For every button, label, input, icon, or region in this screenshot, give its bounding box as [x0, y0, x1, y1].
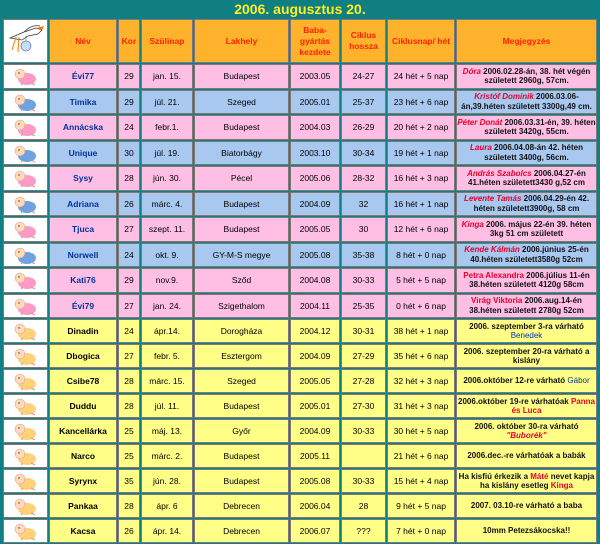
- row-name: Sysy: [49, 166, 117, 191]
- row-residence: Győr: [194, 419, 289, 443]
- header-age: Kor: [118, 19, 140, 63]
- row-cycle-day: 32 hét + 3 nap: [387, 369, 455, 393]
- row-age: 35: [118, 469, 140, 493]
- note-segment: Kinga: [550, 481, 573, 490]
- note-segment: 2006. október 30-ra várható: [474, 421, 579, 431]
- row-start: 2005.01: [290, 90, 340, 115]
- baby-icon: [3, 64, 48, 89]
- table-row: [3, 469, 597, 493]
- row-start: 2003.05: [290, 64, 340, 89]
- row-cycle-length: 32: [341, 192, 386, 217]
- row-start: 2005.11: [290, 444, 340, 468]
- row-cycle-length: 27-28: [341, 369, 386, 393]
- row-birthday: júl. 11.: [141, 394, 193, 418]
- header-birthday: Szülinap: [141, 19, 193, 63]
- row-age: 30: [118, 141, 140, 166]
- note-segment: Levente Tamás: [463, 194, 522, 204]
- row-name: Norwell: [49, 243, 117, 268]
- row-note: [456, 394, 597, 418]
- note-segment: "Buborék": [506, 431, 547, 440]
- note-segment: 2006. szeptember 20-ra várható a kislány: [463, 346, 590, 365]
- row-birthday: márc. 15.: [141, 369, 193, 393]
- baby-icon: [3, 369, 48, 393]
- row-cycle-length: 30-34: [341, 141, 386, 166]
- table-row: [3, 519, 597, 543]
- note-segment: Kinga: [461, 219, 484, 229]
- row-name: Dbogica: [49, 344, 117, 368]
- row-birthday: máj. 13.: [141, 419, 193, 443]
- row-cycle-length: 30-33: [341, 419, 386, 443]
- row-start: 2004.03: [290, 115, 340, 140]
- row-start: 2004.09: [290, 192, 340, 217]
- row-cycle-length: 25-35: [341, 294, 386, 319]
- note-segment: 10mm Petezsákocska!!: [482, 526, 571, 536]
- baby-icon: [3, 115, 48, 140]
- row-note: [456, 444, 597, 468]
- note-segment: 2006.október 19-re várhatóak: [458, 396, 571, 406]
- row-note: [456, 141, 597, 166]
- note-segment: Virág Viktoria: [471, 296, 523, 306]
- row-note: [456, 268, 597, 293]
- row-cycle-day: 5 hét + 5 nap: [387, 268, 455, 293]
- baby-icon: [3, 469, 48, 493]
- row-residence: Budapest: [194, 192, 289, 217]
- row-birthday: nov.9.: [141, 268, 193, 293]
- baby-icon: [3, 394, 48, 418]
- note-segment: Gábor: [567, 376, 590, 386]
- row-age: 28: [118, 369, 140, 393]
- row-cycle-day: 16 hét + 3 nap: [387, 166, 455, 191]
- row-cycle-length: 25-37: [341, 90, 386, 115]
- row-cycle-length: 27-29: [341, 344, 386, 368]
- row-start: 2004.11: [290, 294, 340, 319]
- row-cycle-day: 0 hét + 6 nap: [387, 294, 455, 319]
- row-birthday: jún. 28.: [141, 469, 193, 493]
- row-residence: Szeged: [194, 369, 289, 393]
- members-table: [2, 18, 598, 544]
- baby-icon: [3, 519, 48, 543]
- note-segment: Kristóf Dominik: [474, 92, 534, 102]
- row-age: 27: [118, 217, 140, 242]
- row-name: Pankaa: [49, 494, 117, 518]
- note-segment: Benedek: [510, 331, 543, 340]
- row-name: Narco: [49, 444, 117, 468]
- row-age: 29: [118, 268, 140, 293]
- row-cycle-length: ???: [341, 519, 386, 543]
- row-name: Évi79: [49, 294, 117, 319]
- row-start: 2004.09: [290, 344, 340, 368]
- note-segment: Laura: [470, 143, 492, 153]
- row-start: 2003.10: [290, 141, 340, 166]
- baby-icon: [3, 444, 48, 468]
- note-segment: Máté: [530, 471, 549, 481]
- row-cycle-length: 28: [341, 494, 386, 518]
- row-start: 2004.12: [290, 319, 340, 343]
- row-start: 2005.05: [290, 369, 340, 393]
- table-row: [3, 344, 597, 368]
- table-row: [3, 294, 597, 319]
- row-birthday: febr. 5.: [141, 344, 193, 368]
- row-birthday: jan. 24.: [141, 294, 193, 319]
- row-note: [456, 519, 597, 543]
- note-segment: Panna és Luca: [511, 396, 595, 415]
- row-age: 24: [118, 243, 140, 268]
- row-cycle-day: 16 hét + 1 nap: [387, 192, 455, 217]
- note-segment: 2006. május 22-én 39. héten 3kg 51 cm született: [483, 219, 592, 239]
- row-residence: Sződ: [194, 268, 289, 293]
- row-cycle-length: 24-27: [341, 64, 386, 89]
- row-note: [456, 64, 597, 89]
- row-age: 26: [118, 519, 140, 543]
- row-start: 2005.08: [290, 469, 340, 493]
- header-residence: Lakhely: [194, 19, 289, 63]
- row-start: 2004.09: [290, 419, 340, 443]
- row-residence: Szeged: [194, 90, 289, 115]
- row-note: [456, 166, 597, 191]
- row-cycle-length: 30-33: [341, 469, 386, 493]
- note-segment: Péter Donát: [457, 117, 503, 127]
- baby-icon: [3, 294, 48, 319]
- row-birthday: okt. 9.: [141, 243, 193, 268]
- row-age: 28: [118, 166, 140, 191]
- header-start: Baba-gyártás kezdete: [290, 19, 340, 63]
- header-row: [3, 19, 597, 63]
- row-start: 2006.07: [290, 519, 340, 543]
- header-cycle-day: Ciklusnap/ hét: [387, 19, 455, 63]
- row-age: 25: [118, 419, 140, 443]
- row-age: 29: [118, 64, 140, 89]
- row-residence: Budapest: [194, 115, 289, 140]
- row-birthday: jún. 30.: [141, 166, 193, 191]
- row-residence: Szigethalom: [194, 294, 289, 319]
- note-segment: 2006.aug.14-én 38.héten született 2780g 52cm: [469, 296, 584, 315]
- row-cycle-length: 28-32: [341, 166, 386, 191]
- row-residence: Budapest: [194, 394, 289, 418]
- table-row: [3, 369, 597, 393]
- header-name: Név: [49, 19, 117, 63]
- row-residence: Budapest: [194, 469, 289, 493]
- table-row: [3, 394, 597, 418]
- table-row: [3, 141, 597, 166]
- row-note: [456, 90, 597, 115]
- row-birthday: ápr. 14.: [141, 519, 193, 543]
- row-note: [456, 344, 597, 368]
- row-name: Kati76: [49, 268, 117, 293]
- row-note: [456, 217, 597, 242]
- row-note: [456, 494, 597, 518]
- row-cycle-day: 9 hét + 5 nap: [387, 494, 455, 518]
- row-cycle-day: 19 hét + 1 nap: [387, 141, 455, 166]
- baby-icon: [3, 192, 48, 217]
- table-row: [3, 90, 597, 115]
- note-segment: Ha kisfiú érkezik a: [458, 471, 531, 481]
- note-segment: 2006.03.31-én, 39. héten született 3420g, 55cm.: [484, 117, 596, 137]
- row-note: [456, 294, 597, 319]
- row-cycle-day: 12 hét + 6 nap: [387, 217, 455, 242]
- note-segment: 2006.04.08-án 42. héten született 3400g, 56cm.: [484, 143, 583, 162]
- row-cycle-length: [341, 444, 386, 468]
- row-cycle-length: 26-29: [341, 115, 386, 140]
- row-note: [456, 419, 597, 443]
- table-row: [3, 64, 597, 89]
- table-row: [3, 444, 597, 468]
- row-note: [456, 469, 597, 493]
- row-residence: Budapest: [194, 64, 289, 89]
- row-age: 29: [118, 90, 140, 115]
- row-note: [456, 319, 597, 343]
- row-cycle-length: 30: [341, 217, 386, 242]
- baby-icon: [3, 419, 48, 443]
- row-name: Adriana: [49, 192, 117, 217]
- row-start: 2005.08: [290, 243, 340, 268]
- note-segment: Kende Kálmán: [464, 245, 520, 255]
- baby-icon: [3, 217, 48, 242]
- baby-icon: [3, 243, 48, 268]
- row-birthday: szept. 11.: [141, 217, 193, 242]
- row-cycle-day: 24 hét + 5 nap: [387, 64, 455, 89]
- row-age: 28: [118, 494, 140, 518]
- row-birthday: jan. 15.: [141, 64, 193, 89]
- table-row: [3, 319, 597, 343]
- row-residence: Dorogháza: [194, 319, 289, 343]
- row-note: [456, 115, 597, 140]
- note-segment: 2006.04.29-én 42. héten született3900g, 58 cm: [473, 194, 590, 213]
- row-name: Unique: [49, 141, 117, 166]
- note-segment: 2007. 03.10-re várható a baba: [470, 501, 583, 511]
- row-name: Syrynx: [49, 469, 117, 493]
- row-name: Timika: [49, 90, 117, 115]
- row-name: Kacsa: [49, 519, 117, 543]
- baby-icon: [3, 268, 48, 293]
- baby-icon: [3, 344, 48, 368]
- row-birthday: ápr.14.: [141, 319, 193, 343]
- table-row: [3, 419, 597, 443]
- header-note: Megjegyzés: [456, 19, 597, 63]
- row-start: 2005.05: [290, 217, 340, 242]
- row-residence: Pécel: [194, 166, 289, 191]
- note-segment: 2006. szeptember 3-ra várható: [469, 321, 584, 331]
- row-cycle-length: 30-33: [341, 268, 386, 293]
- row-name: Duddu: [49, 394, 117, 418]
- row-note: [456, 369, 597, 393]
- note-segment: Petra Alexandra: [463, 270, 524, 280]
- row-birthday: júl. 19.: [141, 141, 193, 166]
- row-birthday: márc. 2.: [141, 444, 193, 468]
- row-residence: Esztergom: [194, 344, 289, 368]
- row-age: 28: [118, 394, 140, 418]
- baby-icon: [3, 319, 48, 343]
- row-note: [456, 243, 597, 268]
- note-segment: 2006.október 12-re várható: [463, 376, 568, 386]
- row-cycle-day: 23 hét + 6 nap: [387, 90, 455, 115]
- row-residence: Biatorbágy: [194, 141, 289, 166]
- row-name: Kancellárka: [49, 419, 117, 443]
- note-segment: András Szabolcs: [467, 168, 532, 178]
- note-segment: 2006.03.06-án,39.héten született 3300g,49 cm.: [461, 92, 592, 111]
- note-segment: 2006.július 11-én 38.héten született 4120g 58cm: [469, 270, 590, 290]
- row-age: 26: [118, 192, 140, 217]
- row-note: [456, 192, 597, 217]
- row-name: Tjuca: [49, 217, 117, 242]
- note-segment: 2006.június 25-én 40.héten született3580g 52cm: [470, 245, 589, 264]
- row-cycle-length: 30-31: [341, 319, 386, 343]
- note-segment: nevet kapja ha kislány esetleg: [480, 471, 595, 490]
- row-cycle-length: 27-30: [341, 394, 386, 418]
- row-age: 24: [118, 319, 140, 343]
- row-age: 27: [118, 294, 140, 319]
- note-segment: 2006.02.28-án, 38. hét végén született 2960g, 57cm.: [480, 66, 591, 86]
- baby-icon: [3, 494, 48, 518]
- row-name: Évi77: [49, 64, 117, 89]
- table-body: [3, 64, 597, 543]
- row-cycle-day: 30 hét + 5 nap: [387, 419, 455, 443]
- table-row: [3, 217, 597, 242]
- row-birthday: ápr. 6: [141, 494, 193, 518]
- row-cycle-day: 8 hét + 0 nap: [387, 243, 455, 268]
- row-age: 25: [118, 444, 140, 468]
- row-cycle-day: 21 hét + 6 nap: [387, 444, 455, 468]
- row-birthday: febr.1.: [141, 115, 193, 140]
- row-start: 2006.04: [290, 494, 340, 518]
- stork-icon: [3, 19, 48, 63]
- row-cycle-day: 31 hét + 3 nap: [387, 394, 455, 418]
- table-row: [3, 268, 597, 293]
- row-residence: Debrecen: [194, 519, 289, 543]
- row-cycle-day: 38 hét + 1 nap: [387, 319, 455, 343]
- row-cycle-day: 35 hét + 6 nap: [387, 344, 455, 368]
- row-residence: Debrecen: [194, 494, 289, 518]
- row-residence: Budapest: [194, 444, 289, 468]
- baby-icon: [3, 90, 48, 115]
- row-birthday: márc. 4.: [141, 192, 193, 217]
- row-start: 2004.08: [290, 268, 340, 293]
- row-name: Annácska: [49, 115, 117, 140]
- header-cycle-length: Ciklus hossza: [341, 19, 386, 63]
- row-name: Dinadin: [49, 319, 117, 343]
- note-segment: Dóra: [462, 66, 481, 76]
- page-title: 2006. augusztus 20.: [234, 1, 366, 17]
- row-birthday: júl. 21.: [141, 90, 193, 115]
- baby-icon: [3, 141, 48, 166]
- row-cycle-day: 7 hét + 0 nap: [387, 519, 455, 543]
- table-row: [3, 192, 597, 217]
- table-row: [3, 115, 597, 140]
- row-cycle-length: 35-38: [341, 243, 386, 268]
- table-row: [3, 166, 597, 191]
- row-cycle-day: 15 hét + 4 nap: [387, 469, 455, 493]
- row-cycle-day: 20 hét + 2 nap: [387, 115, 455, 140]
- table-row: [3, 243, 597, 268]
- baby-icon: [3, 166, 48, 191]
- row-age: 24: [118, 115, 140, 140]
- note-segment: 2006.04.27-én 41.héten született3430 g,52 cm: [468, 168, 586, 188]
- note-segment: 2006.dec.-re várhatóak a babák: [467, 451, 586, 461]
- row-start: 2005.01: [290, 394, 340, 418]
- row-name: Csibe78: [49, 369, 117, 393]
- row-residence: GY-M-S megye: [194, 243, 289, 268]
- table-row: [3, 494, 597, 518]
- row-residence: Budapest: [194, 217, 289, 242]
- row-start: 2005.06: [290, 166, 340, 191]
- row-age: 27: [118, 344, 140, 368]
